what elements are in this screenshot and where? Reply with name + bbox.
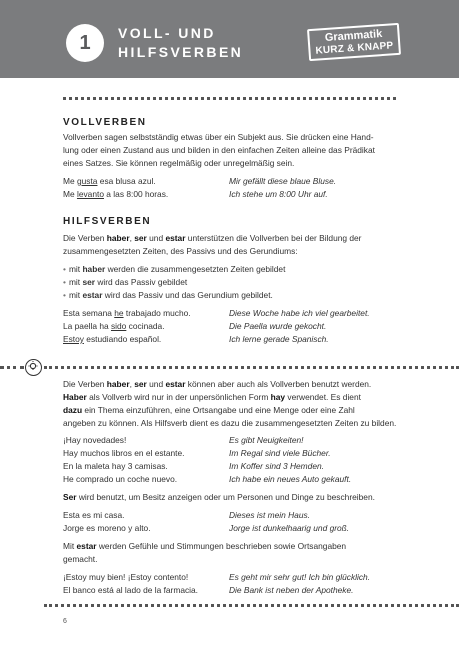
example-es: He comprado un coche nuevo. <box>63 474 178 484</box>
page-number: 6 <box>63 618 67 625</box>
example-es: La paella ha sido cocinada. <box>63 321 165 331</box>
example-es: Me gusta esa blusa azul. <box>63 176 156 186</box>
chapter-title <box>118 24 243 62</box>
example-de: Die Paella wurde gekocht. <box>229 321 327 331</box>
example-de: Im Regal sind viele Bücher. <box>229 448 331 458</box>
vollverben-text-3: eines Satzes. Sie können regelmäßig oder unregelmäßig sein. <box>63 158 295 168</box>
bottom-divider <box>44 604 459 607</box>
tip-divider-right <box>44 366 459 369</box>
list-item: • mit ser wird das Passiv gebildet <box>63 277 188 287</box>
estar-text-1: Mit estar werden Gefühle und Stimmungen beschrieben sowie Ortsangaben <box>63 541 347 551</box>
tip-text-4: angeben zu können. Als Hilfsverb dient es dazu die zusammengesetzten Zeiten zu bilden. <box>63 418 397 428</box>
section-heading-vollverben: VOLLVERBEN <box>63 117 147 128</box>
example-es: Esta es mi casa. <box>63 510 125 520</box>
lightbulb-icon <box>25 359 42 376</box>
example-de: Mir gefällt diese blaue Bluse. <box>229 176 337 186</box>
top-divider <box>63 97 396 100</box>
example-es: Jorge es moreno y alto. <box>63 523 151 533</box>
example-de: Es gibt Neuigkeiten! <box>229 435 304 445</box>
stamp-line2: KURZ & KNAPP <box>315 40 394 57</box>
example-de: Es geht mir sehr gut! Ich bin glücklich. <box>229 572 371 582</box>
ser-text: Ser wird benutzt, um Besitz anzeigen oder um Personen und Dinge zu beschreiben. <box>63 492 375 502</box>
example-es: El banco está al lado de la farmacia. <box>63 585 199 595</box>
example-de: Diese Woche habe ich viel gearbeitet. <box>229 308 370 318</box>
example-de: Ich lerne gerade Spanisch. <box>229 334 329 344</box>
example-es: ¡Hay novedades! <box>63 435 127 445</box>
chapter-title-line2: HILFSVERBEN <box>118 44 244 60</box>
section-heading-hilfsverben: HILFSVERBEN <box>63 216 152 227</box>
list-item: • mit haber werden die zusammengesetzten Zeiten gebildet <box>63 264 286 274</box>
tip-text-1: Die Verben haber, ser und estar können aber auch als Vollverben benutzt werden. <box>63 379 372 389</box>
tip-text-3: dazu ein Thema einzuführen, eine Ortsangabe und eine Menge oder eine Zahl <box>63 405 355 415</box>
chapter-header <box>0 0 459 78</box>
example-es: Hay muchos libros en el estante. <box>63 448 185 458</box>
tip-text-2: Haber als Vollverb wird nur in der unpersönlichen Form hay verwendet. Es dient <box>63 392 361 402</box>
example-es: ¡Estoy muy bien! ¡Estoy contento! <box>63 572 189 582</box>
list-item: • mit estar wird das Passiv und das Gerundium gebildet. <box>63 290 273 300</box>
example-de: Ich stehe um 8:00 Uhr auf. <box>229 189 328 199</box>
chapter-title-line1: VOLL- UND <box>118 25 216 41</box>
example-es: Esta semana he trabajado mucho. <box>63 308 191 318</box>
vollverben-text-1: Vollverben sagen selbstständig etwas über ein Subjekt aus. Sie drücken eine Hand- <box>63 132 374 142</box>
example-de: Im Koffer sind 3 Hemden. <box>229 461 324 471</box>
example-es: Me levanto a las 8:00 horas. <box>63 189 169 199</box>
example-de: Jorge ist dunkelhaarig und groß. <box>229 523 350 533</box>
example-es: En la maleta hay 3 camisas. <box>63 461 168 471</box>
tip-divider-left <box>0 366 24 369</box>
hilfsverben-text-2: zusammengesetzten Zeiten, des Passivs und des Gerundiums: <box>63 246 298 256</box>
stamp-line1: Grammatik <box>324 28 383 45</box>
chapter-number: 1 <box>66 24 104 62</box>
example-de: Ich habe ein neues Auto gekauft. <box>229 474 352 484</box>
grammatik-stamp <box>307 23 401 61</box>
example-es: Estoy estudiando español. <box>63 334 162 344</box>
hilfsverben-text-1: Die Verben haber, ser und estar unterstützen die Vollverben bei der Bildung der <box>63 233 362 243</box>
estar-text-2: gemacht. <box>63 554 98 564</box>
example-de: Die Bank ist neben der Apotheke. <box>229 585 354 595</box>
example-de: Dieses ist mein Haus. <box>229 510 310 520</box>
vollverben-text-2: lung oder einen Zustand aus und bilden in den einfachen Zeiten alleine das Prädikat <box>63 145 375 155</box>
